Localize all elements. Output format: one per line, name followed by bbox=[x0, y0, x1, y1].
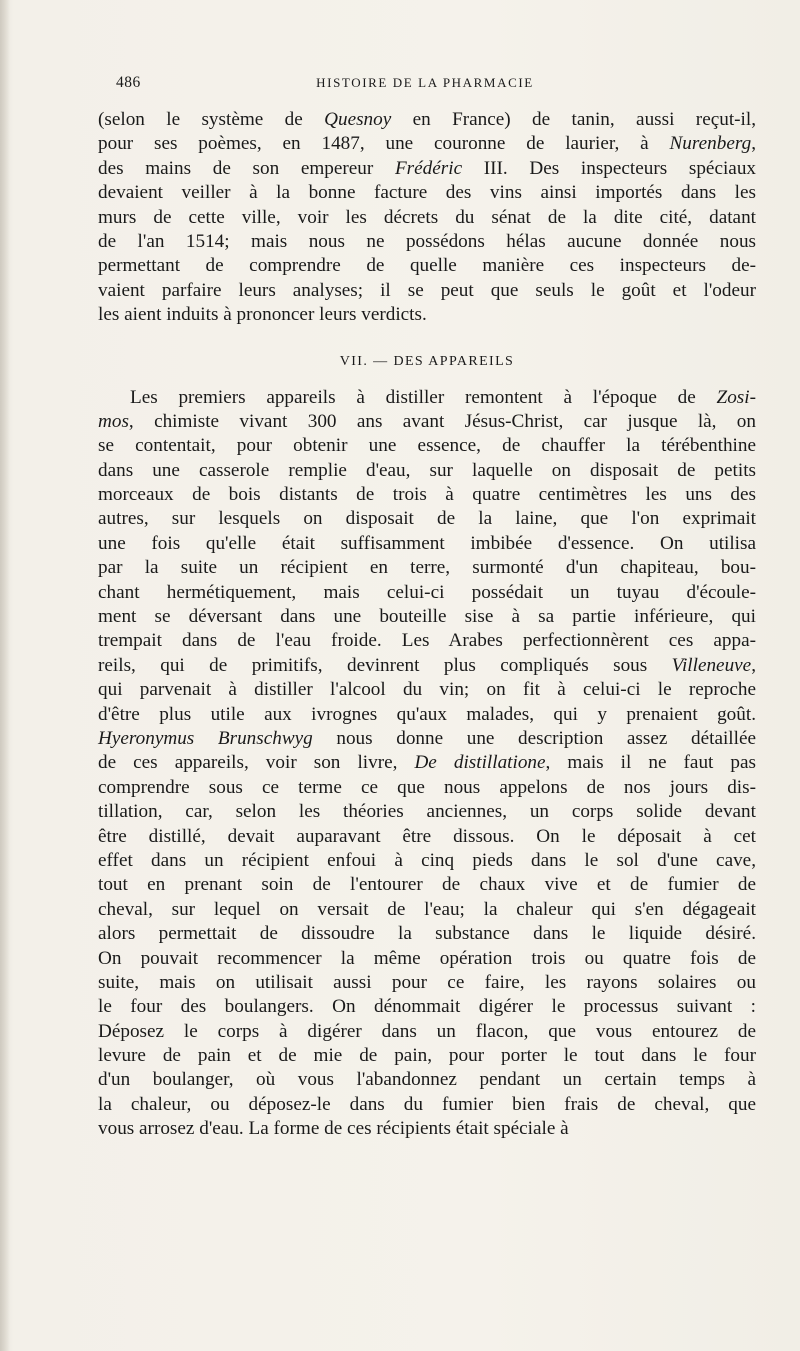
italic-text: Hyeronymus Brunschwyg bbox=[98, 727, 313, 749]
italic-text: Frédéric bbox=[394, 157, 463, 179]
text-run: trempait dans de l'eau froide. Les Arabes perfectionnèrent ces appa- bbox=[98, 630, 756, 652]
text-run: devaient veiller à la bonne facture des vins ainsi importés dans les bbox=[98, 182, 756, 204]
italic-text: Nurenberg bbox=[669, 133, 752, 155]
text-run: Les premiers appareils à distiller remontent à l'époque de bbox=[130, 386, 717, 408]
text-run: On pouvait recommencer la même opération trois ou quatre fois de bbox=[98, 947, 756, 969]
text-line bbox=[98, 581, 756, 605]
text-line bbox=[98, 605, 756, 629]
text-run: d'être plus utile aux ivrognes qu'aux malades, qui y prenaient goût. bbox=[98, 703, 756, 725]
text-run: de l'an 1514; mais nous ne possédons hélas aucune donnée nous bbox=[98, 230, 756, 252]
text-run: ment se déversant dans une bouteille sise à sa partie inférieure, qui bbox=[98, 606, 756, 628]
text-line bbox=[98, 947, 756, 971]
text-line bbox=[98, 678, 756, 702]
text-run: se contentait, pour obtenir une essence, de chauffer la térébenthine bbox=[98, 435, 756, 457]
italic-text: Zosi- bbox=[716, 386, 756, 408]
text-line bbox=[98, 157, 756, 181]
text-run: effet dans un récipient enfoui à cinq pieds dans le sol d'une cave, bbox=[98, 849, 756, 871]
text-run: morceaux de bois distants de trois à quatre centimètres les uns des bbox=[98, 484, 756, 506]
italic-text: De distillatione bbox=[414, 752, 546, 774]
text-run: , mais il ne faut pas bbox=[545, 752, 756, 774]
text-run: une fois qu'elle était suffisamment imbibée d'essence. On utilisa bbox=[98, 532, 756, 554]
section-heading: VII. — DES APPAREILS bbox=[339, 353, 515, 369]
text-run: pour ses poèmes, en 1487, une couronne de laurier, à bbox=[98, 133, 670, 155]
text-run: la chaleur, ou déposez-le dans du fumier bien frais de cheval, que bbox=[98, 1093, 756, 1115]
text-line bbox=[98, 181, 756, 205]
text-run: le four des boulangers. On dénommait digérer le processus suivant : bbox=[98, 996, 756, 1018]
text-run: tillation, car, selon les théories anciennes, un corps solide devant bbox=[98, 801, 756, 823]
text-run: en France) de tanin, aussi reçut-il, bbox=[391, 109, 756, 130]
text-line bbox=[98, 1068, 756, 1092]
text-line bbox=[98, 703, 756, 727]
running-head: HISTOIRE DE LA PHARMACIE bbox=[316, 75, 534, 90]
paragraph-2 bbox=[98, 386, 756, 1142]
page-number: 486 bbox=[116, 74, 141, 91]
text-line bbox=[98, 971, 756, 995]
text-line bbox=[98, 254, 756, 278]
text-run: les aient induits à prononcer leurs verdicts. bbox=[98, 304, 427, 326]
text-run: murs de cette ville, voir les décrets du sénat de la dite cité, datant bbox=[98, 206, 756, 228]
text-run: nous donne une description assez détaillée bbox=[312, 727, 756, 749]
text-line bbox=[98, 507, 756, 531]
text-line bbox=[98, 410, 756, 434]
text-run: des mains de son empereur bbox=[98, 157, 395, 179]
text-line bbox=[98, 995, 756, 1019]
text-line bbox=[98, 1117, 756, 1141]
text-line bbox=[98, 459, 756, 483]
text-line bbox=[98, 654, 756, 678]
text-run: comprendre sous ce terme ce que nous appelons de nos jours dis- bbox=[98, 776, 756, 798]
text-line bbox=[98, 751, 756, 775]
text-line bbox=[98, 303, 756, 327]
text-line bbox=[98, 483, 756, 507]
text-line bbox=[98, 727, 756, 751]
text-line bbox=[98, 206, 756, 230]
text-run: (selon le système de bbox=[98, 109, 325, 130]
text-run: , bbox=[751, 654, 756, 676]
text-run: vous arrosez d'eau. La forme de ces récipients était spéciale à bbox=[98, 1118, 569, 1140]
text-run: alors permettait de dissoudre la substance dans le liquide désiré. bbox=[98, 923, 756, 945]
text-line bbox=[98, 386, 756, 410]
text-line bbox=[98, 279, 756, 303]
body-text bbox=[98, 108, 756, 1142]
text-run: suite, mais on utilisait aussi pour ce faire, les rayons solaires ou bbox=[98, 971, 756, 993]
text-run: être distillé, devait auparavant être dissous. On le déposait à cet bbox=[98, 825, 756, 847]
text-line bbox=[98, 1020, 756, 1044]
text-run: levure de pain et de mie de pain, pour porter le tout dans le four bbox=[98, 1045, 756, 1067]
text-line bbox=[98, 849, 756, 873]
text-run: vaient parfaire leurs analyses; il se peut que seuls le goût et l'odeur bbox=[98, 279, 756, 301]
italic-text: Quesnoy bbox=[324, 109, 392, 130]
text-line bbox=[98, 230, 756, 254]
text-run: chant hermétiquement, mais celui-ci possédait un tuyau d'écoule- bbox=[98, 581, 756, 603]
text-line bbox=[98, 556, 756, 580]
italic-text: mos bbox=[98, 410, 129, 432]
text-line bbox=[98, 898, 756, 922]
text-run: Déposez le corps à digérer dans un flacon, que vous entourez de bbox=[98, 1020, 756, 1042]
text-run: tout en prenant soin de l'entourer de chaux vive et de fumier de bbox=[98, 874, 756, 896]
text-run: III. Des inspecteurs spéciaux bbox=[462, 157, 757, 179]
paragraph-1 bbox=[98, 108, 756, 328]
text-line bbox=[98, 532, 756, 556]
text-run: cheval, sur lequel on versait de l'eau; la chaleur qui s'en dégageait bbox=[98, 898, 756, 920]
text-line bbox=[98, 776, 756, 800]
text-line bbox=[98, 132, 756, 156]
text-line bbox=[98, 922, 756, 946]
spine-shadow bbox=[0, 0, 10, 1351]
text-line bbox=[98, 873, 756, 897]
text-run: de ces appareils, voir son livre, bbox=[98, 752, 415, 774]
text-run: , chimiste vivant 300 ans avant Jésus-Christ, car jusque là, on bbox=[128, 410, 756, 432]
page-header bbox=[94, 74, 756, 94]
text-line bbox=[98, 629, 756, 653]
text-run: reils, qui de primitifs, devinrent plus compliqués sous bbox=[98, 654, 672, 676]
text-line bbox=[98, 108, 756, 132]
text-line bbox=[98, 1093, 756, 1117]
text-run: , bbox=[751, 133, 756, 155]
text-line bbox=[98, 825, 756, 849]
text-run: permettant de comprendre de quelle manière ces inspecteurs de- bbox=[98, 255, 756, 277]
text-run: autres, sur lesquels on disposait de la laine, que l'on exprimait bbox=[98, 508, 756, 530]
text-line bbox=[98, 800, 756, 824]
text-line bbox=[98, 434, 756, 458]
text-run: d'un boulanger, où vous l'abandonnez pendant un certain temps à bbox=[98, 1069, 756, 1091]
text-line bbox=[98, 1044, 756, 1068]
italic-text: Villeneuve bbox=[671, 654, 752, 676]
text-run: par la suite un récipient en terre, surmonté d'un chapiteau, bou- bbox=[98, 557, 756, 579]
text-run: dans une casserole remplie d'eau, sur laquelle on disposait de petits bbox=[98, 459, 756, 481]
text-run: qui parvenait à distiller l'alcool du vin; on fit à celui-ci le reproche bbox=[98, 679, 756, 701]
